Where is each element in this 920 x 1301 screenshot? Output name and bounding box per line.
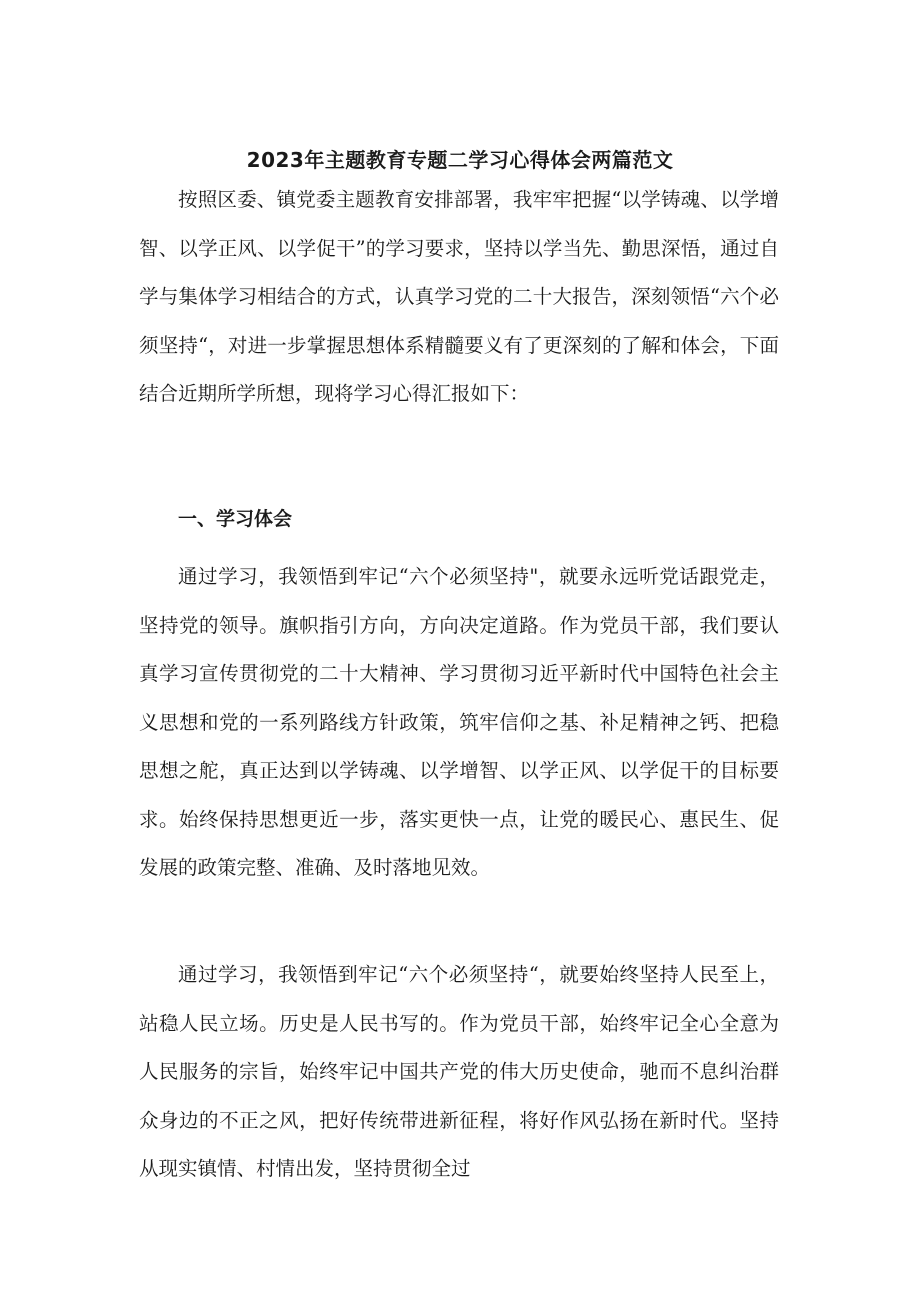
body-paragraph: 通过学习，我领悟到牢记“六个必须坚持"，就要永远听党话跟党走，坚持党的领导。旗帜指引方向，方向决定道路。作为党员干部，我们要认真学习宣传贯彻党的二十大精神、学习贯彻习近平新时代中国特色社会主义思想和党的一系列路线方针政策，筑牢信仰之基、补足精神之钙、把稳思想之舵，真正达到以学铸魂、以学增智、以学正风、以学促干的目标要求。始终保持思想更近一步，落实更快一点，让党的暖民心、惠民生、促发展的政策完整、准确、及时落地见效。 [139,565,779,879]
section-heading: 一、学习体会 [178,508,293,530]
intro-paragraph: 按照区委、镇党委主题教育安排部署，我牢牢把握“以学铸魂、以学增智、以学正风、以学促干”的学习要求，坚持以学当先、勤思深悟，通过自学与集体学习相结合的方式，认真学习党的二十大报告，深刻领悟“六个必须坚持“，对进一步掌握思想体系精髓要义有了更深刻的了解和体会，下面结合近期所学所想，现将学习心得汇报如下： [139,188,779,405]
body-paragraph: 通过学习，我领悟到牢记“六个必须坚持“，就要始终坚持人民至上，站稳人民立场。历史是人民书写的。作为党员干部，始终牢记全心全意为人民服务的宗旨，始终牢记中国共产党的伟大历史使命，驰而不息纠治群众身边的不正之风，把好传统带进新征程，将好作风弘扬在新时代。坚持从现实镇情、村情出发，坚持贯彻全过 [139,963,779,1180]
document-title: 2023年主题教育专题二学习心得体会两篇范文 [246,148,674,172]
